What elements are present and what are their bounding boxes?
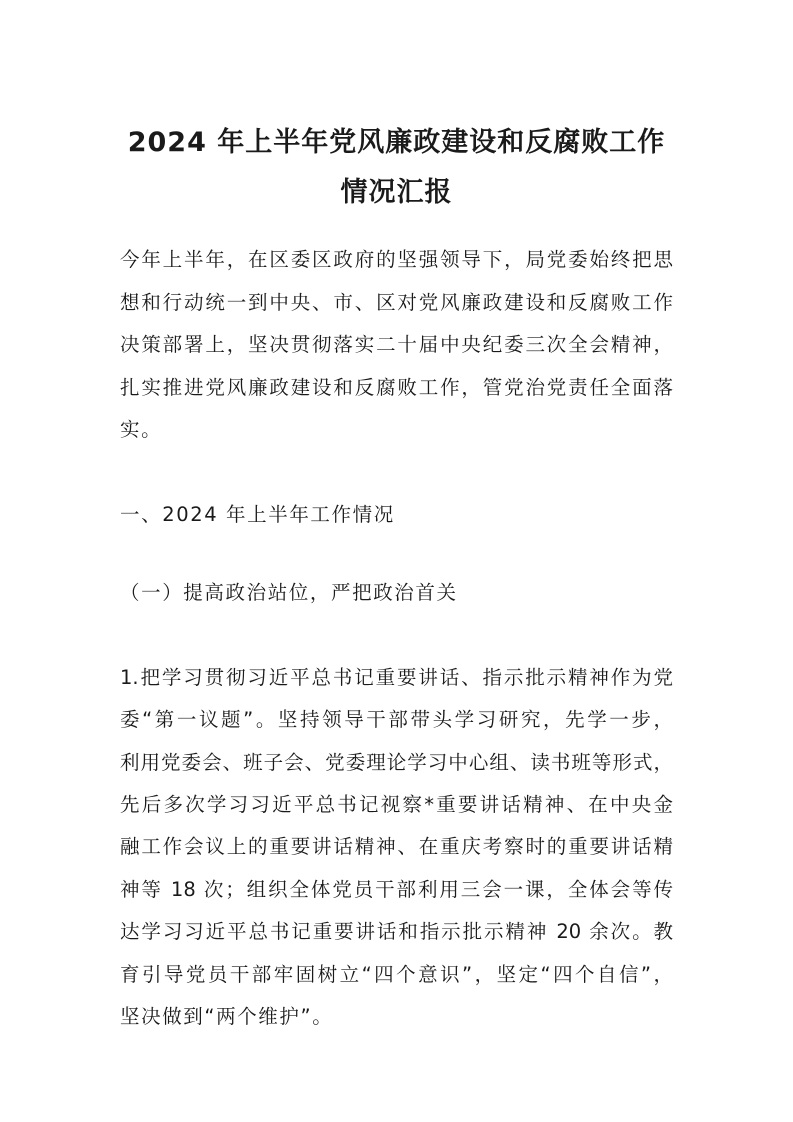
document-title-line-1: 2024 年上半年党风廉政建设和反腐败工作 [127, 127, 666, 158]
intro-paragraph-line: 扎实推进党风廉政建设和反腐败工作，管党治党责任全面落 [120, 376, 673, 399]
intro-paragraph-line: 今年上半年，在区委区政府的坚强领导下，局党委始终把思 [120, 248, 673, 271]
item-paragraph-line: 融工作会议上的重要讲话精神、在重庆考察时的重要讲话精 [120, 835, 673, 858]
section-heading: 一、2024 年上半年工作情况 [120, 503, 395, 526]
item-paragraph-line: 育引导党员干部牢固树立“四个意识”，坚定“四个自信”， [120, 963, 673, 986]
item-paragraph-line: 1.把学习贯彻习近平总书记重要讲话、指示批示精神作为党 [120, 666, 673, 689]
item-paragraph-line: 神等 18 次；组织全体党员干部利用三会一课，全体会等传 [120, 878, 673, 901]
item-paragraph-line: 坚决做到“两个维护”。 [120, 1005, 334, 1028]
item-paragraph-line: 达学习习近平总书记重要讲话和指示批示精神 20 余次。教 [120, 920, 673, 943]
intro-paragraph-line: 决策部署上，坚决贯彻落实二十届中央纪委三次全会精神， [120, 333, 673, 356]
intro-paragraph-line: 实。 [120, 418, 163, 441]
item-paragraph-line: 委“第一议题”。坚持领导干部带头学习研究，先学一步， [120, 708, 673, 731]
intro-paragraph-line: 想和行动统一到中央、市、区对党风廉政建设和反腐败工作 [120, 291, 673, 314]
subsection-heading: （一）提高政治站位，严把政治首关 [120, 581, 458, 604]
item-paragraph-line: 利用党委会、班子会、党委理论学习中心组、读书班等形式， [120, 751, 673, 774]
document-title-line-2: 情况汇报 [340, 177, 453, 208]
item-paragraph-line: 先后多次学习习近平总书记视察*重要讲话精神、在中央金 [120, 793, 673, 816]
